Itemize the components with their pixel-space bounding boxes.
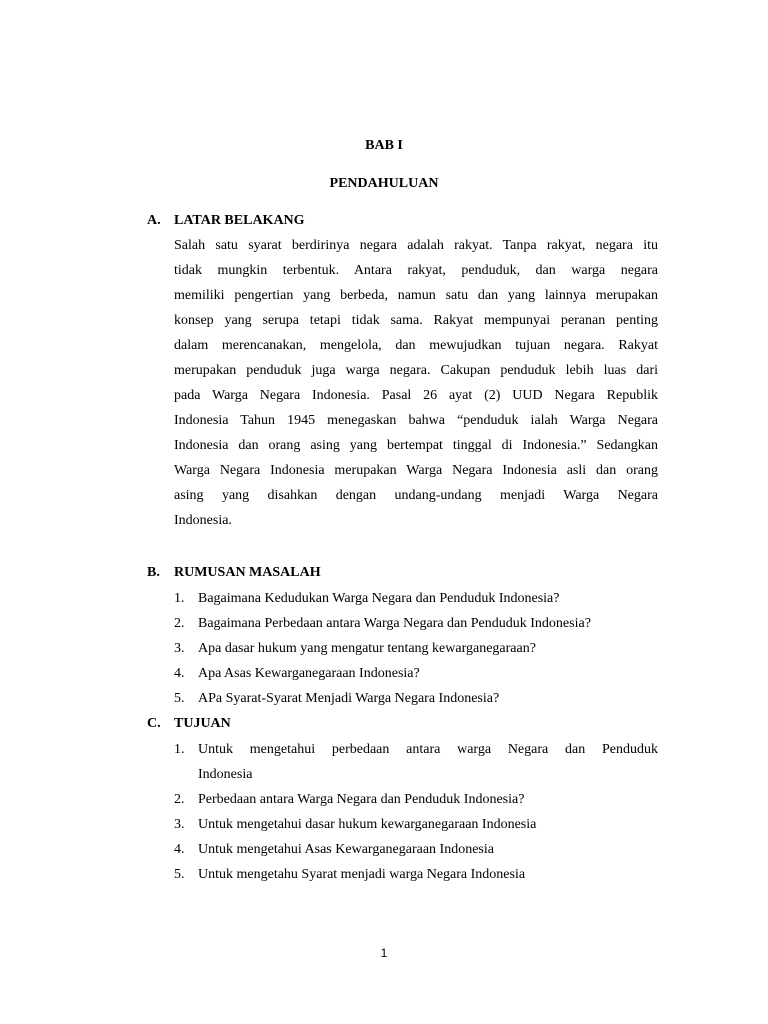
list-item — [174, 691, 658, 707]
section-b-title: RUMUSAN MASALAH — [174, 565, 321, 580]
paragraph-line: pada Warga Negara Indonesia. Pasal 26 ayat (2) UUD Negara Republik — [174, 388, 658, 403]
list-item-text: Untuk mengetahui Asas Kewarganegaraan Indonesia — [198, 842, 494, 857]
list-item-line: Indonesia — [198, 767, 253, 782]
chapter-label: BAB I — [365, 138, 403, 153]
list-item-text: Perbedaan antara Warga Negara dan Penduduk Indonesia? — [198, 792, 525, 807]
list-item-number: 2. — [174, 792, 185, 807]
list-item-number: 5. — [174, 867, 185, 882]
list-item-number: 2. — [174, 616, 185, 631]
list-item-text: Untuk mengetahu Syarat menjadi warga Negara Indonesia — [198, 867, 526, 882]
paragraph-line: memiliki pengertian yang berbeda, namun satu dan yang lainnya merupakan — [174, 288, 658, 303]
page-number: 1 — [380, 946, 388, 960]
list-item-number: 1. — [174, 742, 185, 757]
paragraph-line: merupakan penduduk juga warga negara. Cakupan penduduk lebih luas dari — [174, 363, 658, 378]
list-item — [174, 842, 658, 858]
section-a-letter: A. — [147, 213, 161, 228]
list-item — [174, 817, 658, 833]
paragraph-line: tidak mungkin terbentuk. Antara rakyat, penduduk, dan warga negara — [174, 263, 658, 278]
list-item-text: Apa Asas Kewarganegaraan Indonesia? — [198, 666, 420, 681]
list-item-number: 3. — [174, 817, 185, 832]
section-b-letter: B. — [147, 565, 160, 580]
list-item-number: 4. — [174, 666, 185, 681]
section-a-heading — [147, 213, 305, 229]
list-item — [174, 742, 658, 783]
section-a-paragraph — [174, 233, 658, 533]
list-item-text — [198, 742, 658, 783]
paragraph-line: Indonesia. — [174, 513, 232, 528]
section-c-letter: C. — [147, 716, 161, 731]
section-a-title: LATAR BELAKANG — [174, 213, 305, 228]
list-item-line: Untuk mengetahui perbedaan antara warga Negara dan Penduduk — [198, 742, 658, 757]
list-item — [174, 641, 658, 657]
section-c-title: TUJUAN — [174, 716, 231, 731]
paragraph-line: Indonesia dan orang asing yang bertempat tinggal di Indonesia.” Sedangkan — [174, 438, 658, 453]
list-item — [174, 792, 658, 808]
list-item-text: APa Syarat-Syarat Menjadi Warga Negara Indonesia? — [198, 691, 500, 706]
paragraph-line: Salah satu syarat berdirinya negara adalah rakyat. Tanpa rakyat, negara itu — [174, 238, 658, 253]
list-item — [174, 616, 658, 632]
list-item — [174, 591, 658, 607]
section-c-heading — [147, 716, 231, 732]
paragraph-line: dalam merencanakan, mengelola, dan mewujudkan tujuan negara. Rakyat — [174, 338, 658, 353]
list-item-number: 3. — [174, 641, 185, 656]
list-item-text: Untuk mengetahui dasar hukum kewarganegaraan Indonesia — [198, 817, 537, 832]
list-item — [174, 666, 658, 682]
list-item — [174, 867, 658, 883]
chapter-title: PENDAHULUAN — [329, 176, 439, 191]
paragraph-line: Indonesia Tahun 1945 menegaskan bahwa “penduduk ialah Warga Negara — [174, 413, 658, 428]
paragraph-line: konsep yang serupa tetapi tidak sama. Rakyat mempunyai peranan penting — [174, 313, 658, 328]
section-b-heading — [147, 565, 321, 581]
list-item-number: 1. — [174, 591, 185, 606]
list-item-number: 5. — [174, 691, 185, 706]
list-item-text: Bagaimana Perbedaan antara Warga Negara dan Penduduk Indonesia? — [198, 616, 591, 631]
section-b-list — [174, 591, 658, 716]
paragraph-line: Warga Negara Indonesia merupakan Warga Negara Indonesia asli dan orang — [174, 463, 658, 478]
section-c-list — [174, 742, 658, 892]
paragraph-line: asing yang disahkan dengan undang-undang menjadi Warga Negara — [174, 488, 658, 503]
list-item-text: Apa dasar hukum yang mengatur tentang kewarganegaraan? — [198, 641, 536, 656]
list-item-number: 4. — [174, 842, 185, 857]
list-item-text: Bagaimana Kedudukan Warga Negara dan Penduduk Indonesia? — [198, 591, 560, 606]
